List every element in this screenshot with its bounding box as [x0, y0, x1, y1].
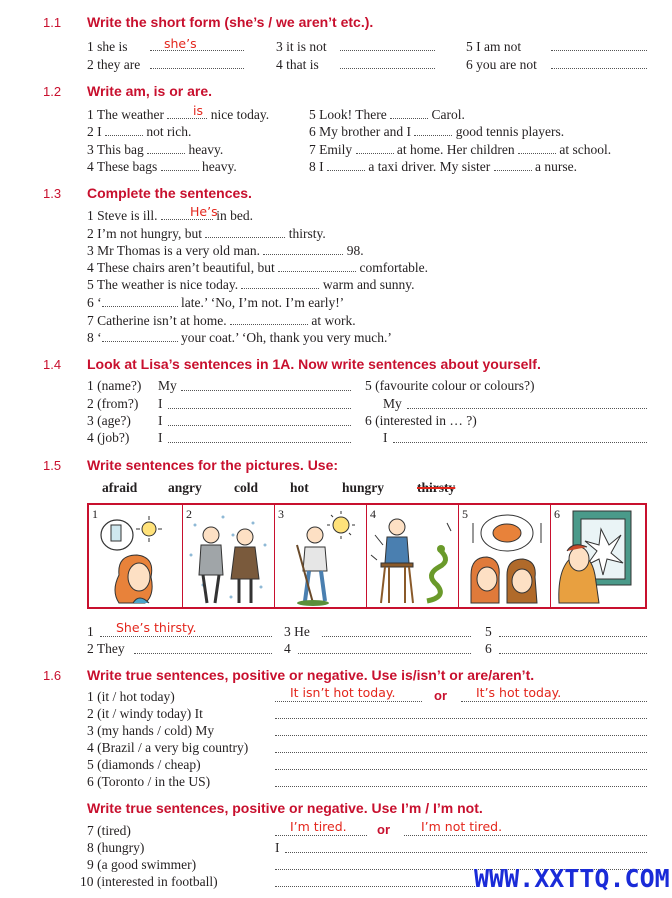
- hot-gardener-illustration: [275, 505, 367, 607]
- exercise-item: 4 (Brazil / a very big country): [87, 740, 249, 755]
- exercise-item: I: [275, 840, 280, 855]
- handwritten-answer: He’s: [190, 204, 218, 219]
- angry-woman-illustration: [551, 505, 645, 607]
- exercise-title: Write the short form (she’s / we aren’t etc.).: [87, 14, 374, 30]
- picture-panel: [275, 505, 367, 607]
- answer-line[interactable]: [275, 885, 475, 887]
- exercise-item: 7 Catherine isn’t at home. at work.: [87, 313, 356, 328]
- hungry-couple-illustration: [459, 505, 551, 607]
- answer-line[interactable]: [298, 652, 471, 654]
- handwritten-answer: I’m not tired.: [421, 819, 503, 834]
- exercise-item: 3 it is not: [276, 39, 327, 54]
- exercise-item: I: [383, 430, 388, 445]
- exercise-title: Complete the sentences.: [87, 185, 252, 201]
- picture-panel: [551, 505, 645, 607]
- exercise-item: 6: [485, 641, 492, 656]
- handwritten-answer: It’s hot today.: [476, 685, 562, 700]
- exercise-number: 1.5: [43, 458, 62, 473]
- answer-line[interactable]: [275, 768, 647, 770]
- answer-line[interactable]: [275, 785, 647, 787]
- panel-number: 2: [186, 507, 192, 521]
- answer-line[interactable]: [494, 158, 532, 171]
- exercise-item: I: [158, 396, 163, 411]
- picture-panel: [367, 505, 459, 607]
- exercise-item: 3 (age?): [87, 413, 131, 428]
- answer-line[interactable]: [390, 106, 428, 119]
- exercise-item: 4 that is: [276, 57, 319, 72]
- exercise-title: Write am, is or are.: [87, 83, 213, 99]
- exercise-item: 5 I am not: [466, 39, 522, 54]
- exercise-item: 4: [284, 641, 291, 656]
- picture-strip: [87, 503, 647, 609]
- exercise-item: 8 (hungry): [87, 840, 145, 855]
- answer-line[interactable]: [499, 635, 647, 637]
- answer-line[interactable]: [105, 123, 143, 136]
- answer-line[interactable]: [278, 259, 356, 272]
- exercise-item: My: [158, 378, 177, 393]
- exercise-item: 2 (from?): [87, 396, 139, 411]
- exercise-item: 7 (tired): [87, 823, 131, 838]
- picture-panel: [459, 505, 551, 607]
- exercise-item: 4 (job?): [87, 430, 130, 445]
- exercise-item: 5 (diamonds / cheap): [87, 757, 201, 772]
- answer-line[interactable]: [407, 407, 647, 409]
- word-box-item: cold: [234, 480, 259, 495]
- answer-line[interactable]: [168, 441, 351, 443]
- exercise-item: 3 (my hands / cold) My: [87, 723, 215, 738]
- exercise-number: 1.6: [43, 668, 62, 683]
- exercise-item: 5 Look! There Carol.: [309, 107, 465, 122]
- answer-line[interactable]: [100, 635, 272, 637]
- answer-line[interactable]: [322, 635, 471, 637]
- exercise-number: 1.1: [43, 15, 62, 30]
- exercise-item: I: [158, 430, 163, 445]
- panel-number: 3: [278, 507, 284, 521]
- exercise-item: 5 (favourite colour or colours?): [365, 378, 535, 393]
- exercise-item: 2 I not rich.: [87, 124, 192, 139]
- exercise-item: 5: [485, 624, 492, 639]
- handwritten-answer: I’m tired.: [290, 819, 347, 834]
- exercise-number: 1.3: [43, 186, 62, 201]
- exercise-item: 3 This bag heavy.: [87, 142, 224, 157]
- answer-line[interactable]: [147, 141, 185, 154]
- answer-line[interactable]: [518, 141, 556, 154]
- answer-line[interactable]: [102, 329, 178, 342]
- word-box-item: hot: [290, 480, 309, 495]
- or-label: or: [434, 688, 447, 703]
- exercise-title: Look at Lisa’s sentences in 1A. Now write sentences about yourself.: [87, 356, 541, 372]
- answer-line[interactable]: [263, 242, 343, 255]
- answer-line[interactable]: [393, 441, 647, 443]
- answer-line[interactable]: [275, 717, 647, 719]
- panel-number: 6: [554, 507, 560, 521]
- handwritten-answer: It isn’t hot today.: [290, 685, 396, 700]
- picture-panel: [89, 505, 183, 607]
- or-label: or: [377, 822, 390, 837]
- handwritten-answer: is: [193, 103, 203, 118]
- answer-line[interactable]: [404, 834, 647, 836]
- answer-line[interactable]: [340, 67, 435, 69]
- answer-line[interactable]: [168, 424, 351, 426]
- exercise-number: 1.4: [43, 357, 62, 372]
- exercise-title: Write true sentences, positive or negative. Use is/isn’t or are/aren’t.: [87, 667, 535, 683]
- answer-line[interactable]: [340, 49, 435, 51]
- exercise-item: 6 My brother and I good tennis players.: [309, 124, 565, 139]
- exercise-item: 6 you are not: [466, 57, 537, 72]
- exercise-item: My: [383, 396, 402, 411]
- exercise-item: 4 These chairs aren’t beautiful, but comfortable.: [87, 260, 429, 275]
- exercise-item: 8 ‘ your coat.’ ‘Oh, thank you very much.’: [87, 330, 392, 345]
- answer-line[interactable]: [499, 652, 647, 654]
- exercise-item: 3 He: [284, 624, 310, 639]
- answer-line[interactable]: [150, 67, 244, 69]
- exercise-item: 1 (name?): [87, 378, 142, 393]
- answer-line[interactable]: [161, 158, 199, 171]
- handwritten-answer: she’s: [164, 36, 197, 51]
- answer-line[interactable]: [356, 141, 394, 154]
- exercise-item: 3 Mr Thomas is a very old man. 98.: [87, 243, 364, 258]
- answer-line[interactable]: [414, 123, 452, 136]
- answer-line[interactable]: [275, 751, 647, 753]
- exercise-subtitle: Write true sentences, positive or negative. Use I’m / I’m not.: [87, 800, 483, 816]
- answer-line[interactable]: [102, 294, 178, 307]
- exercise-item: 6 (interested in … ?): [365, 413, 477, 428]
- exercise-item: 2 they are: [87, 57, 141, 72]
- exercise-item: 8 I a taxi driver. My sister a nurse.: [309, 159, 577, 174]
- answer-line[interactable]: [230, 312, 308, 325]
- exercise-item: 2 I’m not hungry, but thirsty.: [87, 226, 326, 241]
- exercise-title: Write sentences for the pictures. Use:: [87, 457, 339, 473]
- watermark: WWW.XXTTQ.COM: [474, 864, 670, 893]
- handwritten-answer: She’s thirsty.: [116, 620, 197, 635]
- answer-line[interactable]: [327, 158, 365, 171]
- answer-line[interactable]: [285, 851, 647, 853]
- panel-number: 4: [370, 507, 376, 521]
- exercise-item: 6 ‘ late.’ ‘No, I’m not. I’m early!’: [87, 295, 345, 310]
- answer-line[interactable]: [275, 834, 367, 836]
- answer-line[interactable]: [275, 700, 422, 702]
- exercise-item: 2 (it / windy today) It: [87, 706, 203, 721]
- answer-line[interactable]: [205, 225, 285, 238]
- answer-line[interactable]: [551, 67, 647, 69]
- picture-panel: [183, 505, 275, 607]
- exercise-item: 2 They: [87, 641, 125, 656]
- exercise-number: 1.2: [43, 84, 62, 99]
- exercise-item: 1 Steve is ill. in bed.: [87, 208, 253, 223]
- exercise-item: 1 (it / hot today): [87, 689, 175, 704]
- exercise-item: 6 (Toronto / in the US): [87, 774, 211, 789]
- answer-line[interactable]: [168, 407, 351, 409]
- exercise-item: 7 Emily at home. Her children at school.: [309, 142, 612, 157]
- word-box-item: hungry: [342, 480, 385, 495]
- exercise-item: 1: [87, 624, 94, 639]
- thirsty-woman-illustration: [89, 505, 183, 607]
- word-box-item: afraid: [102, 480, 138, 495]
- panel-number: 5: [462, 507, 468, 521]
- word-box-item-used: thirsty: [417, 480, 456, 495]
- afraid-man-snake-illustration: [367, 505, 459, 607]
- exercise-item: 4 These bags heavy.: [87, 159, 237, 174]
- word-box-item: angry: [168, 480, 202, 495]
- panel-number: 1: [92, 507, 98, 521]
- answer-line[interactable]: [551, 49, 647, 51]
- exercise-item: 1 she is: [87, 39, 128, 54]
- answer-line[interactable]: [241, 276, 319, 289]
- answer-line[interactable]: [134, 652, 272, 654]
- exercise-item: 10 (interested in football): [80, 874, 218, 889]
- cold-people-illustration: [183, 505, 275, 607]
- exercise-item: 9 (a good swimmer): [87, 857, 197, 872]
- answer-line[interactable]: [275, 734, 647, 736]
- exercise-item: 1 The weather nice today.: [87, 107, 270, 122]
- exercise-item: I: [158, 413, 163, 428]
- answer-line[interactable]: [461, 700, 647, 702]
- answer-line[interactable]: [181, 389, 351, 391]
- exercise-item: 5 The weather is nice today. warm and sunny.: [87, 277, 415, 292]
